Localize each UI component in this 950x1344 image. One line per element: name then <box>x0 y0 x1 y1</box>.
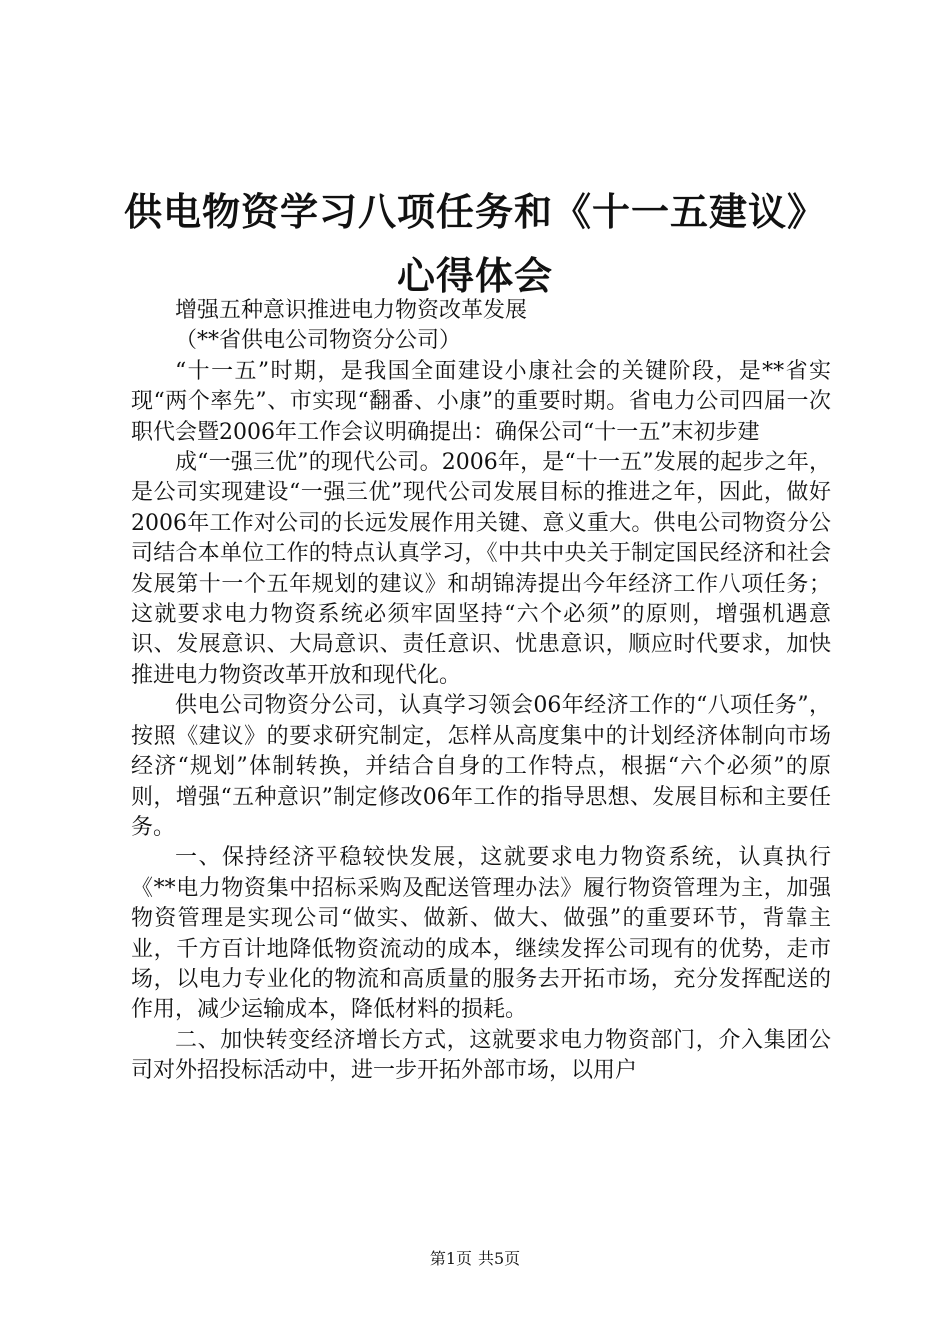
body-paragraph: 成“一强三优”的现代公司。2006年，是“十一五”发展的起步之年，是公司实现建设“一强三优”现代公司发展目标的推进之年，因此，做好2006年工作对公司的长远发展作用关键、意义重大。供电公司物资分公司结合本单位工作的特点认真学习，《中共中央关于制定国民经济和社会发展第十一个五年规划的建议》和胡锦涛提出今年经济工作八项任务；这就要求电力物资系统必须牢固坚持“六个必须”的原则，增强机遇意识、发展意识、大局意识、责任意识、忧患意识，顺应时代要求，加快推进电力物资改革开放和现代化。 <box>131 450 831 688</box>
body-paragraph: 二、加快转变经济增长方式，这就要求电力物资部门，介入集团公司对外招投标活动中，进一步开拓外部市场，以用户 <box>131 1027 831 1084</box>
page-footer <box>0 1249 950 1269</box>
body-paragraph: 供电公司物资分公司，认真学习领会06年经济工作的“八项任务”，按照《建议》的要求研究制定，怎样从高度集中的计划经济体制向市场经济“规划”体制转换，并结合自身的工作特点，根据“六个必须”的原则，增强“五种意识”制定修改06年工作的指导思想、发展目标和主要任务。 <box>131 693 831 840</box>
page-total: 共5页 <box>478 1249 521 1268</box>
page-number: 第1页 <box>429 1249 472 1268</box>
body-paragraph: 一、保持经济平稳较快发展，这就要求电力物资系统，认真执行《**电力物资集中招标采购及配送管理办法》履行物资管理为主，加强物资管理是实现公司“做实、做新、做大、做强”的重要环节，背靠主业，千方百计地降低物资流动的成本，继续发挥公司现有的优势，走市场，以电力专业化的物流和高质量的服务去开拓市场，充分发挥配送的作用，减少运输成本，降低材料的损耗。 <box>131 845 831 1023</box>
document-body <box>131 296 831 1087</box>
document-title: 供电物资学习八项任务和《十一五建议》心得体会 <box>123 190 826 298</box>
author-paragraph: （**省供电公司物资分公司） <box>175 328 462 354</box>
body-paragraph: “十一五”时期，是我国全面建设小康社会的关键阶段，是**省实现“两个率先”、市实现“翻番、小康”的重要时期。省电力公司四届一次职代会暨2006年工作会议明确提出：确保公司“十一五”末初步建 <box>131 358 831 445</box>
subtitle-paragraph: 增强五种意识推进电力物资改革发展 <box>175 298 528 323</box>
